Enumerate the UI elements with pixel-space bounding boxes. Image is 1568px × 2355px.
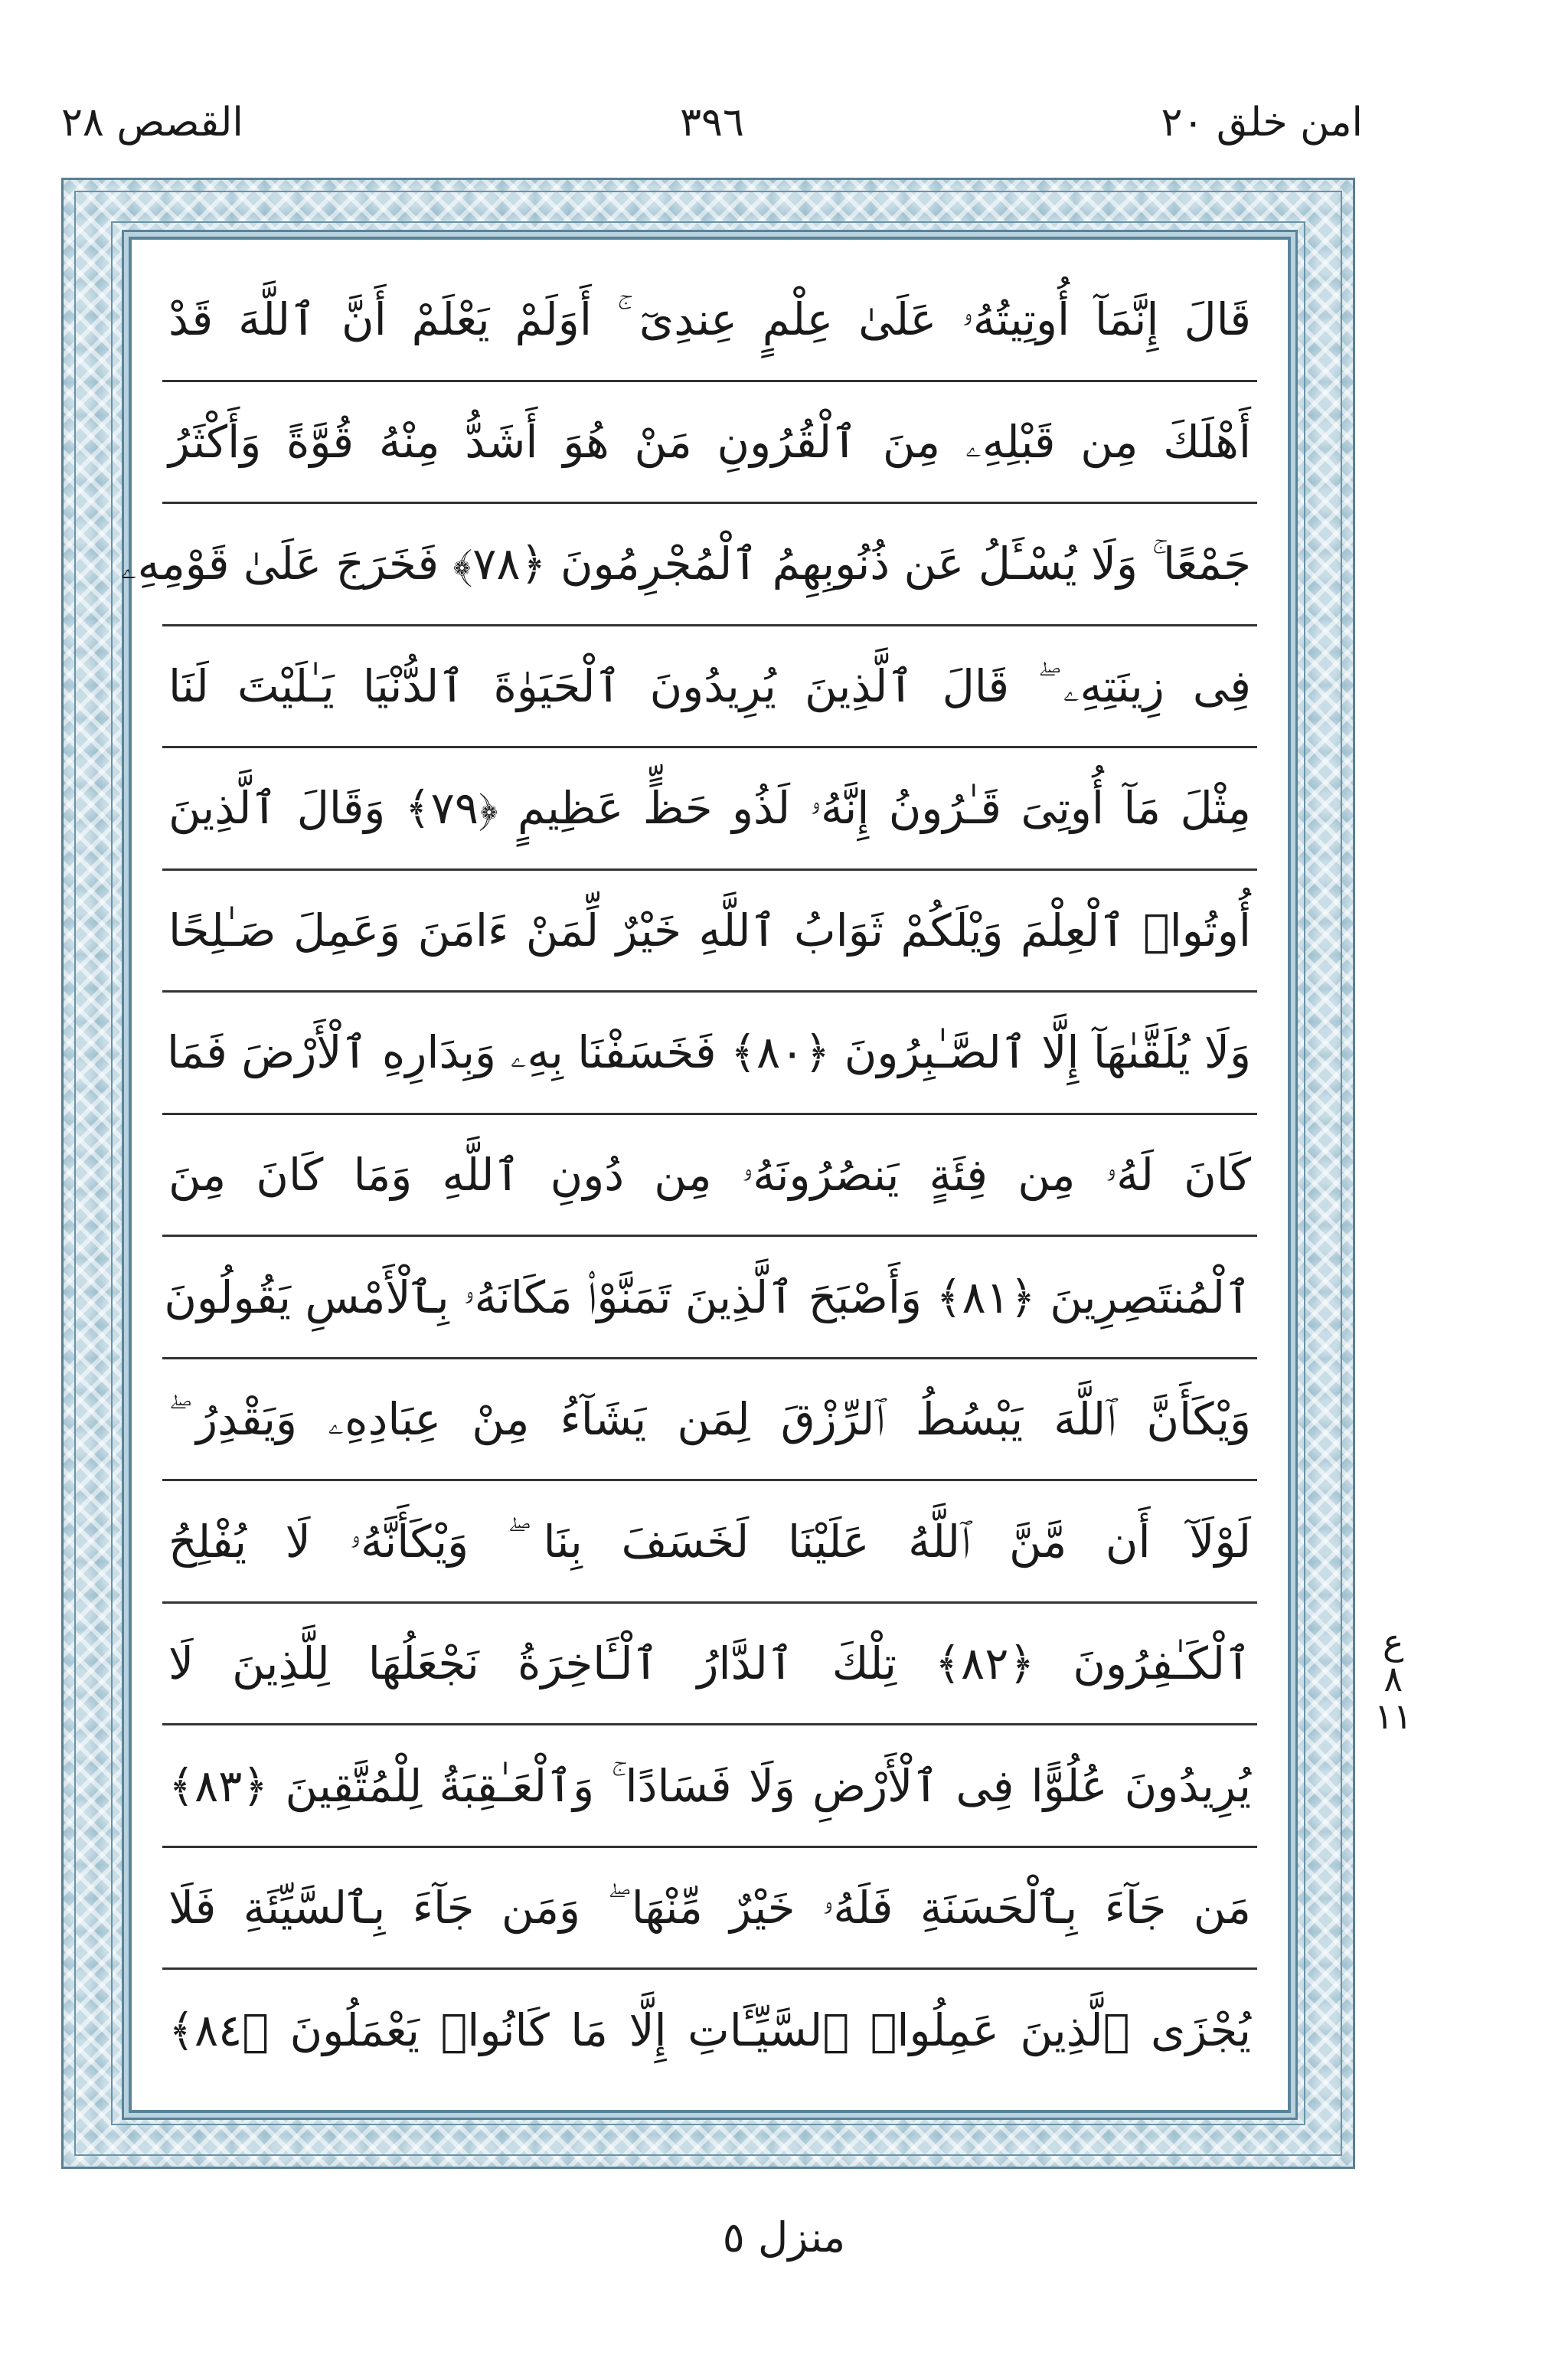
verse-line: كَانَ لَهُۥ مِن فِئَةٍ يَنصُرُونَهُۥ مِن دُونِ ٱللَّهِ وَمَا كَانَ مِنَ: [162, 1115, 1257, 1238]
verse-line: وَلَا يُلَقَّىٰهَآ إِلَّا ٱلصَّـٰبِرُونَ ﴿٨٠﴾ فَخَسَفْنَا بِهِۦ وَبِدَارِهِ ٱلْأَرْضَ فَمَا: [162, 993, 1257, 1115]
page-header: [61, 100, 1363, 168]
surah-title: القصص ٢٨: [61, 100, 243, 146]
ruku-sign: ع: [1382, 1621, 1404, 1663]
verse-lines: [120, 260, 1257, 2090]
verse-line: قَالَ إِنَّمَآ أُوتِيتُهُۥ عَلَىٰ عِلْمٍ عِندِىٓ ۚ أَوَلَمْ يَعْلَمْ أَنَّ ٱللَّهَ قَدْ: [162, 260, 1257, 382]
verse-line: لَوْلَآ أَن مَّنَّ ٱللَّهُ عَلَيْنَا لَخَسَفَ بِنَا ۖ وَيْكَأَنَّهُۥ لَا يُفْلِحُ: [162, 1481, 1257, 1604]
ruku-number: ٨: [1383, 1658, 1403, 1700]
manzil-label: منزل ٥: [722, 2213, 846, 2262]
verse-line: أَهْلَكَ مِن قَبْلِهِۦ مِنَ ٱلْقُرُونِ مَنْ هُوَ أَشَدُّ مِنْهُ قُوَّةً وَأَكْثَرُ: [162, 382, 1257, 505]
page-number: ٣٩٦: [680, 100, 744, 146]
ruku-verse-count: ١١: [1374, 1695, 1413, 1737]
verse-line: مَن جَآءَ بِٱلْحَسَنَةِ فَلَهُۥ خَيْرٌ مِّنْهَا ۖ وَمَن جَآءَ بِٱلسَّيِّئَةِ فَلَا: [162, 1848, 1257, 1971]
verse-line: مِثْلَ مَآ أُوتِىَ قَـٰرُونُ إِنَّهُۥ لَذُو حَظٍّ عَظِيمٍ ﴿٧٩﴾ وَقَالَ ٱلَّذِينَ: [162, 748, 1257, 871]
verse-line: يُجْزَى ٱلَّذِينَ عَمِلُوا۟ ٱلسَّيِّـَٔاتِ إِلَّا مَا كَانُوا۟ يَعْمَلُونَ ﴿٨٤﴾: [168, 2003, 1251, 2056]
text-panel: [120, 237, 1291, 2113]
verse-line: ٱلْكَـٰفِرُونَ ﴿٨٢﴾ تِلْكَ ٱلدَّارُ ٱلْـَٔاخِرَةُ نَجْعَلُهَا لِلَّذِينَ لَا: [162, 1604, 1257, 1726]
verse-line: أُوتُوا۟ ٱلْعِلْمَ وَيْلَكُمْ ثَوَابُ ٱللَّهِ خَيْرٌ لِّمَنْ ءَامَنَ وَعَمِلَ صَـٰلِحًا: [162, 871, 1257, 993]
verse-line: وَيْكَأَنَّ ٱللَّهَ يَبْسُطُ ٱلرِّزْقَ لِمَن يَشَآءُ مِنْ عِبَادِهِۦ وَيَقْدِرُ ۖ: [162, 1359, 1257, 1482]
verse-line: يُرِيدُونَ عُلُوًّا فِى ٱلْأَرْضِ وَلَا فَسَادًا ۚ وَٱلْعَـٰقِبَةُ لِلْمُتَّقِينَ ﴿٨٣﴾: [162, 1725, 1257, 1848]
decorative-border: [61, 178, 1355, 2169]
ruku-marker: [1374, 1621, 1413, 1737]
verse-line: فِى زِينَتِهِۦ ۖ قَالَ ٱلَّذِينَ يُرِيدُونَ ٱلْحَيَوٰةَ ٱلدُّنْيَا يَـٰلَيْتَ لَنَا: [162, 626, 1257, 749]
verse-line: ٱلْمُنتَصِرِينَ ﴿٨١﴾ وَأَصْبَحَ ٱلَّذِينَ تَمَنَّوْا۟ مَكَانَهُۥ بِٱلْأَمْسِ يَقُولُونَ: [162, 1237, 1257, 1359]
para-title: امن خلق ٢٠: [1161, 100, 1363, 146]
verse-line: جَمْعًا ۚ وَلَا يُسْـَٔلُ عَن ذُنُوبِهِمُ ٱلْمُجْرِمُونَ ﴿٧٨﴾ فَخَرَجَ عَلَىٰ قَوْمِهِۦ: [162, 504, 1257, 626]
